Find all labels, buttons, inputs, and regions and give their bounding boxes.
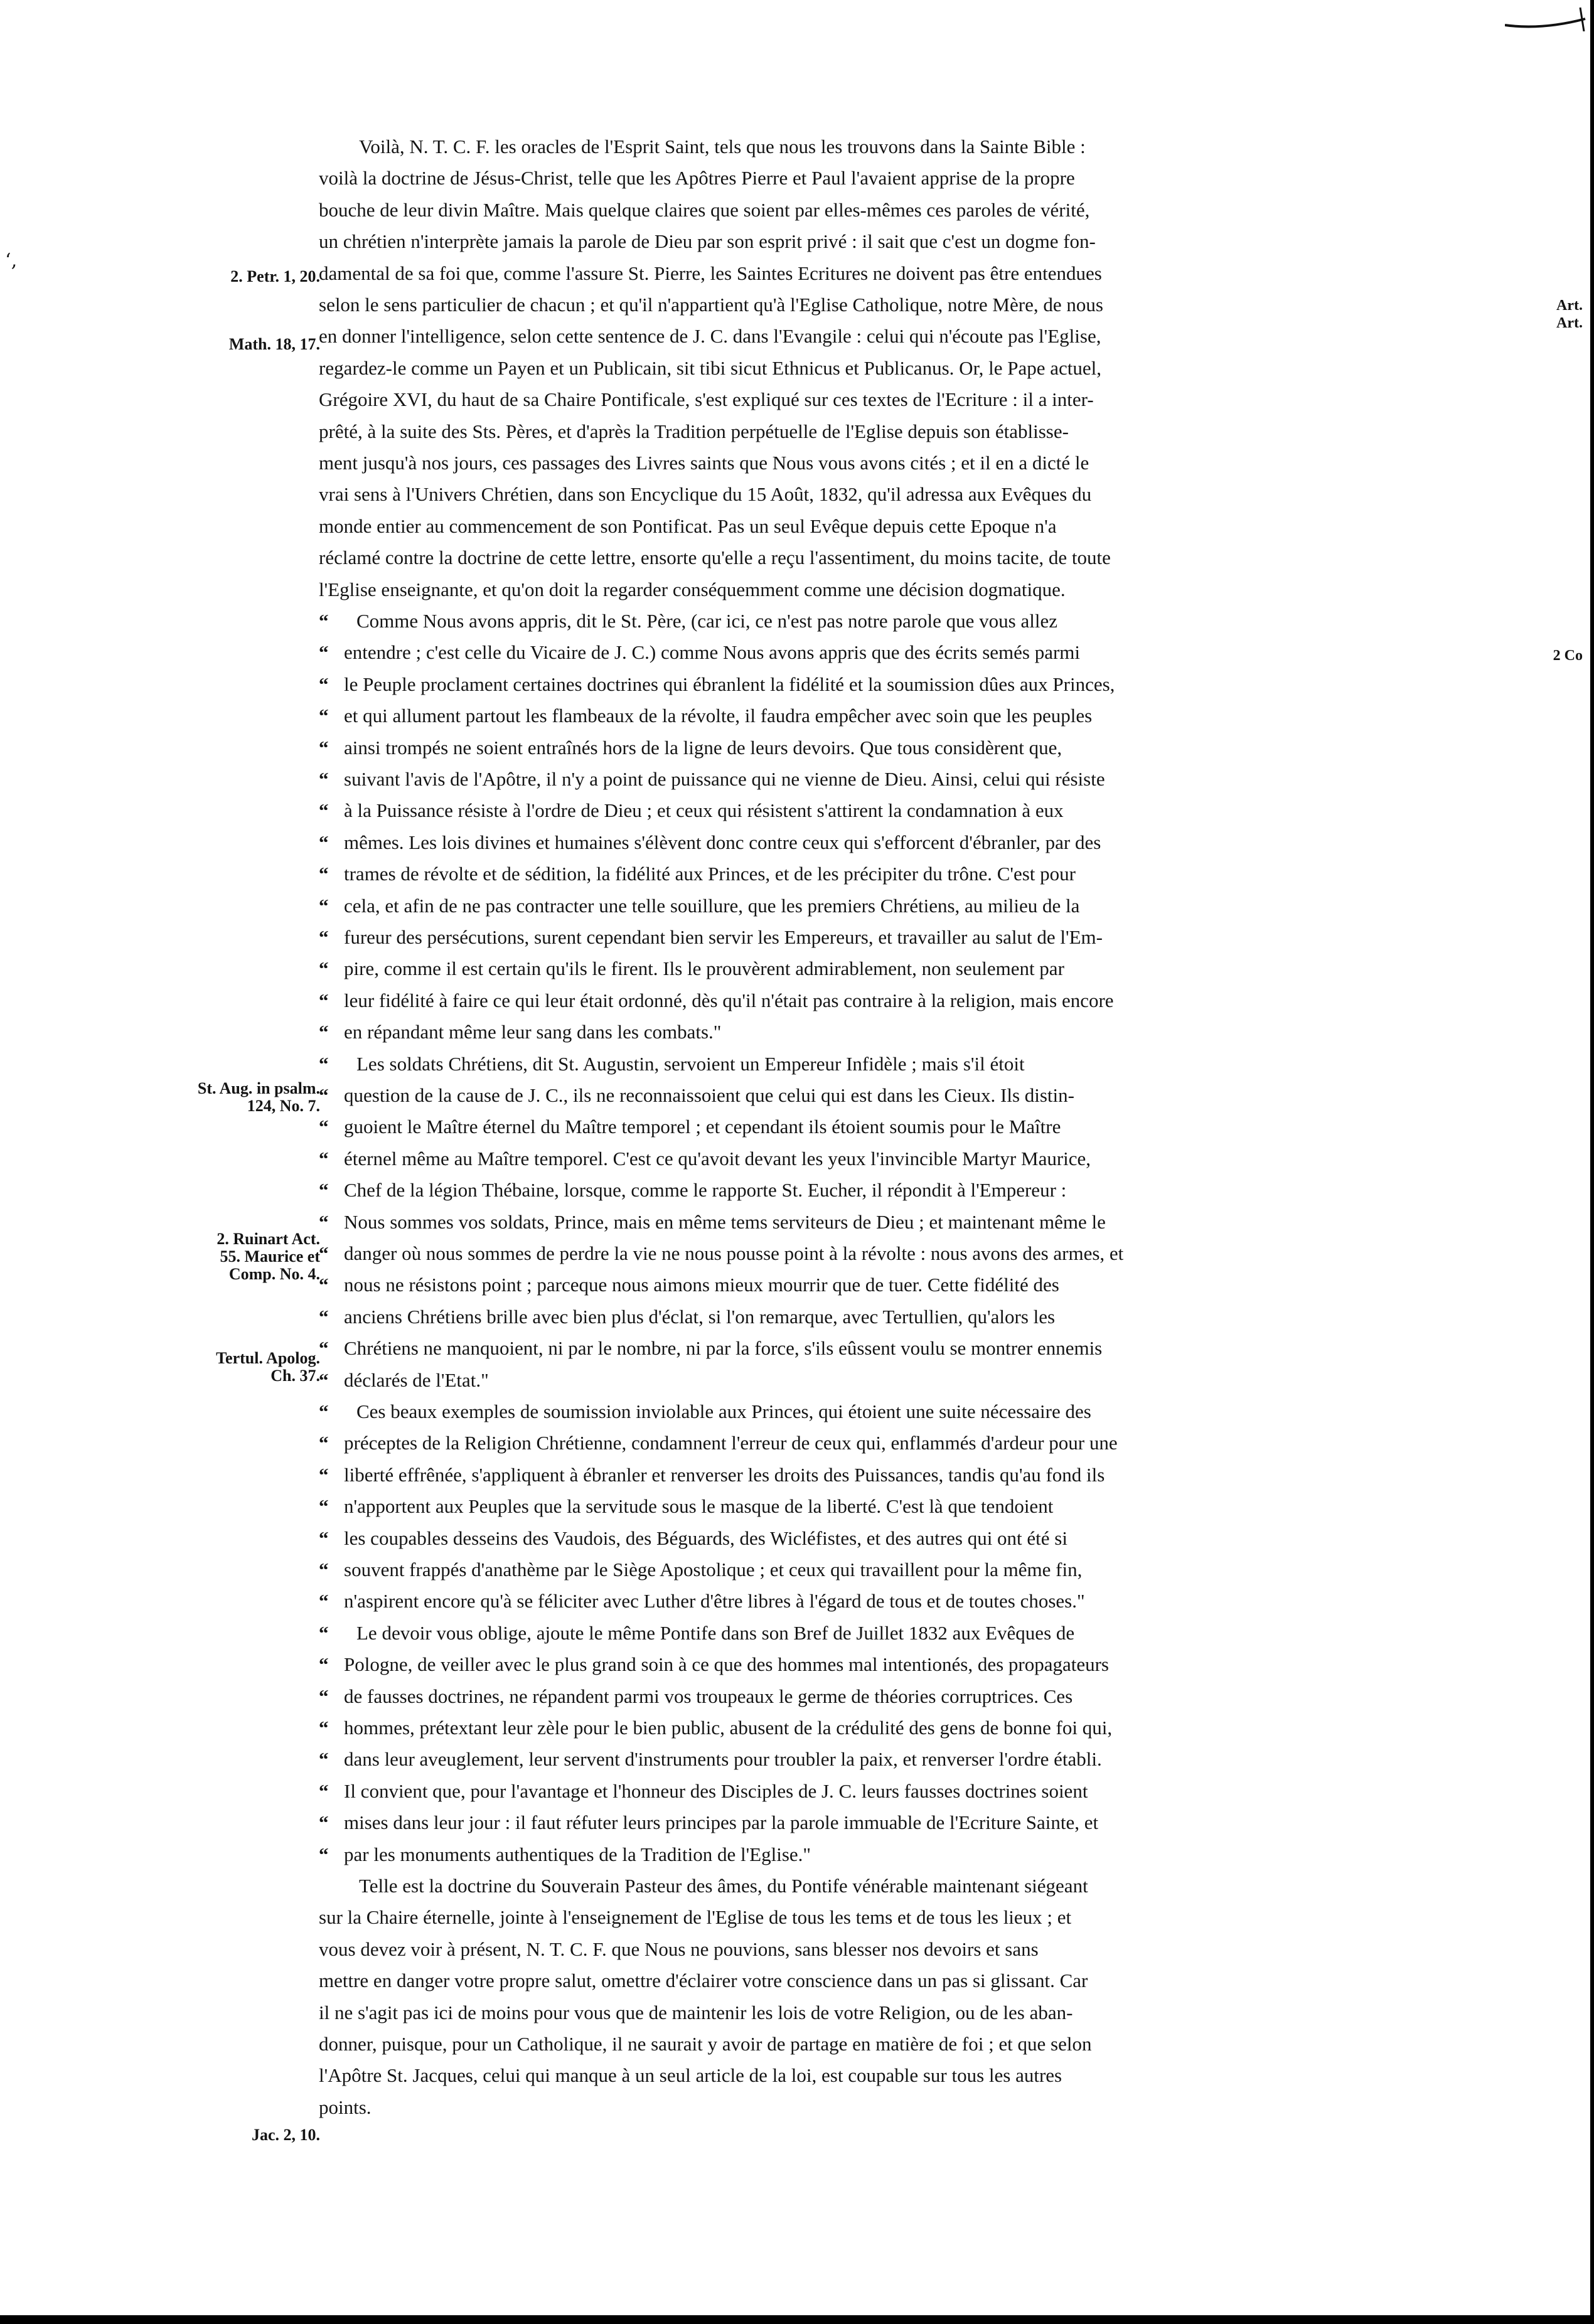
quote-mark: “ xyxy=(319,641,329,663)
quote-mark: “ xyxy=(319,1211,329,1233)
quote-mark: “ xyxy=(319,1590,329,1612)
line-text: l'Apôtre St. Jacques, celui qui manque à un seul article de la loi, est coupable sur tous les autres xyxy=(319,2064,1062,2086)
text-line xyxy=(319,228,1273,255)
quote-mark: “ xyxy=(319,1843,329,1865)
right-note-art-2: Art. xyxy=(1556,315,1583,331)
line-text: question de la cause de J. C., ils ne reconnaissoient que celui qui est dans les Cieux. Ils distin- xyxy=(344,1084,1074,1106)
line-text: éternel même au Maître temporel. C'est ce qu'avoit devant les yeux l'invincible Martyr Maurice, xyxy=(344,1148,1091,1170)
line-text: Grégoire XVI, du haut de sa Chaire Pontificale, s'est expliqué sur ces textes de l'Ecriture : il a inter- xyxy=(319,388,1094,410)
line-text: il ne s'agit pas ici de moins pour vous que de maintenir les lois de votre Religion, ou de les aban- xyxy=(319,2002,1073,2023)
text-line xyxy=(319,1714,1273,1742)
line-text: Comme Nous avons appris, dit le St. Père, (car ici, ce n'est pas notre parole que vous allez xyxy=(356,610,1057,632)
text-line xyxy=(319,1050,1273,1078)
text-line xyxy=(319,1651,1273,1678)
text-line xyxy=(319,829,1273,856)
line-text: mises dans leur jour : il faut réfuter leurs principes par la parole immuable de l'Ecriture Sainte, et xyxy=(344,1811,1099,1833)
scan-corner-mark xyxy=(1505,6,1586,31)
text-line xyxy=(319,987,1273,1015)
quote-mark: “ xyxy=(319,895,329,917)
line-text: Telle est la doctrine du Souverain Pasteur des âmes, du Pontife vénérable maintenant siégeant xyxy=(359,1875,1088,1897)
line-text: anciens Chrétiens brille avec bien plus d'éclat, si l'on remarque, avec Tertullien, qu'alors les xyxy=(344,1306,1056,1328)
line-text: déclarés de l'Etat." xyxy=(344,1369,489,1391)
quote-mark: “ xyxy=(319,1748,329,1770)
line-text: Chrétiens ne manquoient, ni par le nombre, ni par la force, s'ils eûssent voulu se montrer ennemis xyxy=(344,1337,1103,1359)
scan-bottom-edge xyxy=(0,2315,1594,2324)
line-text: mettre en danger votre propre salut, omettre d'éclairer votre conscience dans un pas si glissant. Car xyxy=(319,1970,1088,1991)
quote-mark: “ xyxy=(319,1053,329,1075)
quote-mark: “ xyxy=(319,863,329,885)
text-line xyxy=(319,1778,1273,1805)
text-line xyxy=(319,449,1273,477)
scan-speck: ‘‚ xyxy=(5,250,18,272)
line-text: bouche de leur divin Maître. Mais quelque claires que soient par elles-mêmes ces paroles de vérité, xyxy=(319,199,1090,221)
line-text: ment jusqu'à nos jours, ces passages des Livres saints que Nous vous avons cités ; et il en a dicté le xyxy=(319,452,1089,474)
line-text: n'aspirent encore qu'à se féliciter avec Luther d'être libres à l'égard de tous et de toutes choses." xyxy=(344,1590,1085,1612)
quote-mark: “ xyxy=(319,957,329,979)
line-text: l'Eglise enseignante, et qu'on doit la regarder conséquemment comme une décision dogmatique. xyxy=(319,578,1066,600)
text-line xyxy=(319,2094,1273,2121)
text-line xyxy=(319,1303,1273,1331)
text-line xyxy=(319,924,1273,951)
text-line xyxy=(319,322,1273,350)
text-line xyxy=(319,734,1273,762)
text-line xyxy=(319,1429,1273,1457)
quote-mark: “ xyxy=(319,1274,329,1296)
quote-mark: “ xyxy=(319,1527,329,1549)
text-line xyxy=(319,1113,1273,1141)
text-line xyxy=(319,1240,1273,1267)
text-line xyxy=(319,1841,1273,1868)
quote-mark: “ xyxy=(319,1084,329,1106)
line-text: regardez-le comme un Payen et un Publicain, sit tibi sicut Ethnicus et Publicanus. Or, le Pape actuel, xyxy=(319,357,1102,379)
line-text: sur la Chaire éternelle, jointe à l'enseignement de l'Eglise de tous les tems et de tous les lieux ; et xyxy=(319,1906,1072,1928)
line-text: hommes, prétextant leur zèle pour le bien public, abusent de la crédulité des gens de bonne foi qui, xyxy=(344,1717,1113,1739)
line-text: Nous sommes vos soldats, Prince, mais en même tems serviteurs de Dieu ; et maintenant même le xyxy=(344,1211,1106,1233)
text-line xyxy=(319,1082,1273,1109)
line-text: suivant l'avis de l'Apôtre, il n'y a point de puissance qui ne vienne de Dieu. Ainsi, celui qui résiste xyxy=(344,768,1105,790)
line-text: liberté effrênée, s'appliquent à ébranler et renverser les droits des Puissances, tandis qu'au fond ils xyxy=(344,1464,1105,1486)
text-line xyxy=(319,797,1273,824)
margin-note-ruinart-2: 55. Maurice et xyxy=(220,1247,320,1266)
text-line xyxy=(319,765,1273,793)
line-text: en répandant même leur sang dans les combats." xyxy=(344,1021,722,1043)
quote-mark: “ xyxy=(319,737,329,759)
text-line xyxy=(319,418,1273,445)
text-line xyxy=(319,1967,1273,1995)
margin-note-jac: Jac. 2, 10. xyxy=(251,2126,320,2144)
text-line xyxy=(319,671,1273,698)
quote-mark: “ xyxy=(319,705,329,727)
quote-mark: “ xyxy=(319,799,329,821)
text-line xyxy=(319,544,1273,572)
line-text: Il convient que, pour l'avantage et l'honneur des Disciples de J. C. leurs fausses doctrines soient xyxy=(344,1780,1088,1802)
line-text: leur fidélité à faire ce qui leur était ordonné, dès qu'il n'était pas contraire à la religion, mais encore xyxy=(344,989,1114,1011)
text-line xyxy=(319,1018,1273,1046)
text-line xyxy=(319,354,1273,382)
line-text: les coupables desseins des Vaudois, des Béguards, des Wicléfistes, et des autres qui ont été si xyxy=(344,1527,1067,1549)
quote-mark: “ xyxy=(319,1021,329,1043)
text-line xyxy=(319,955,1273,983)
text-line xyxy=(319,1904,1273,1931)
text-line xyxy=(319,1999,1273,2027)
text-line xyxy=(319,1619,1273,1647)
quote-mark: “ xyxy=(319,1653,329,1675)
text-line xyxy=(319,639,1273,666)
text-line xyxy=(319,260,1273,287)
line-text: réclamé contre la doctrine de cette lettre, ensorte qu'elle a reçu l'assentiment, du moins tacite, de toute xyxy=(319,546,1111,568)
text-line xyxy=(319,481,1273,508)
text-line xyxy=(319,1556,1273,1584)
text-line xyxy=(319,1525,1273,1552)
text-line xyxy=(319,291,1273,319)
quote-mark: “ xyxy=(319,1559,329,1580)
text-line xyxy=(319,1936,1273,1963)
quote-mark: “ xyxy=(319,1717,329,1739)
line-text: danger où nous sommes de perdre la vie ne nous pousse point à la révolte : nous avons des armes, et xyxy=(344,1242,1124,1264)
line-text: guoient le Maître éternel du Maître temporel ; et cependant ils étoient soumis pour le Maître xyxy=(344,1116,1061,1138)
line-text: pire, comme il est certain qu'ils le firent. Ils le prouvèrent admirablement, non seulement par xyxy=(344,957,1064,979)
text-line xyxy=(319,1493,1273,1520)
line-text: entendre ; c'est celle du Vicaire de J. C.) comme Nous avons appris que des écrits semés parmi xyxy=(344,641,1081,663)
right-note-art-1: Art. xyxy=(1556,297,1583,314)
text-line xyxy=(319,1145,1273,1173)
margin-note-ruinart-1: 2. Ruinart Act. xyxy=(217,1230,320,1248)
margin-note-tertul-1: Tertul. Apolog. xyxy=(216,1349,320,1367)
line-text: Voilà, N. T. C. F. les oracles de l'Esprit Saint, tels que nous les trouvons dans la Sainte Bible : xyxy=(359,136,1086,157)
text-line xyxy=(319,1872,1273,1900)
quote-mark: “ xyxy=(319,673,329,695)
quote-mark: “ xyxy=(319,926,329,948)
quote-mark: “ xyxy=(319,1622,329,1644)
text-line xyxy=(319,196,1273,224)
line-text: à la Puissance résiste à l'ordre de Dieu ; et ceux qui résistent s'attirent la condamnation à eux xyxy=(344,799,1064,821)
text-line xyxy=(319,576,1273,604)
quote-mark: “ xyxy=(319,831,329,853)
line-text: points. xyxy=(319,2096,372,2118)
margin-note-ruinart-3: Comp. No. 4. xyxy=(228,1265,320,1283)
line-text: n'apportent aux Peuples que la servitude sous le masque de la liberté. C'est là que tendoient xyxy=(344,1495,1054,1517)
text-line xyxy=(319,513,1273,540)
quote-mark: “ xyxy=(319,1495,329,1517)
margin-note-augustin-2: 124, No. 7. xyxy=(247,1097,320,1115)
margin-note-augustin-1: St. Aug. in psalm. xyxy=(197,1079,320,1097)
text-line xyxy=(319,1367,1273,1394)
quote-mark: “ xyxy=(319,1306,329,1328)
text-line xyxy=(319,164,1273,192)
margin-note-petr: 2. Petr. 1, 20. xyxy=(230,267,320,285)
quote-mark: “ xyxy=(319,1116,329,1138)
line-text: et qui allument partout les flambeaux de la révolte, il faudra empêcher avec soin que les peuples xyxy=(344,705,1093,727)
quote-mark: “ xyxy=(319,989,329,1011)
text-line xyxy=(319,1587,1273,1615)
line-text: trames de révolte et de sédition, la fidélité aux Princes, et de les précipiter du trône. C'est pour xyxy=(344,863,1076,885)
line-text: Pologne, de veiller avec le plus grand soin à ce que des hommes mal intentionés, des propagateurs xyxy=(344,1653,1109,1675)
line-text: Ces beaux exemples de soumission inviolable aux Princes, qui étoient une suite nécessaire des xyxy=(356,1400,1091,1422)
line-text: le Peuple proclament certaines doctrines qui ébranlent la fidélité et la soumission dûes aux Princes, xyxy=(344,673,1115,695)
line-text: souvent frappés d'anathème par le Siège Apostolique ; et ceux qui travaillent pour la même fin, xyxy=(344,1559,1083,1580)
text-line xyxy=(319,1398,1273,1426)
text-line xyxy=(319,607,1273,635)
line-text: Les soldats Chrétiens, dit St. Augustin, servoient un Empereur Infidèle ; mais s'il étoit xyxy=(356,1053,1025,1075)
line-text: fureur des persécutions, surent cependant bien servir les Empereurs, et travailler au salut de l'Em- xyxy=(344,926,1103,948)
text-line xyxy=(319,1271,1273,1299)
text-line xyxy=(319,2062,1273,2089)
line-text: monde entier au commencement de son Pontificat. Pas un seul Evêque depuis cette Epoque n'a xyxy=(319,515,1057,537)
quote-mark: “ xyxy=(319,1780,329,1802)
margin-note-math: Math. 18, 17. xyxy=(228,335,320,353)
line-text: dans leur aveuglement, leur servent d'instruments pour troubler la paix, et renverser l'ordre établi. xyxy=(344,1748,1102,1770)
text-line xyxy=(319,860,1273,888)
line-text: prêté, à la suite des Sts. Pères, et d'après la Tradition perpétuelle de l'Eglise depuis son établisse- xyxy=(319,420,1069,442)
line-text: vous devez voir à présent, N. T. C. F. que Nous ne pouvions, sans blesser nos devoirs et sans xyxy=(319,1938,1039,1960)
line-text: ainsi trompés ne soient entraînés hors de la ligne de leurs devoirs. Que tous considèrent que, xyxy=(344,737,1062,759)
text-line xyxy=(319,1746,1273,1773)
quote-mark: “ xyxy=(319,1148,329,1170)
quote-mark: “ xyxy=(319,1811,329,1833)
quote-mark: “ xyxy=(319,768,329,790)
quote-mark: “ xyxy=(319,1685,329,1707)
text-line xyxy=(319,1335,1273,1362)
line-text: damental de sa foi que, comme l'assure St. Pierre, les Saintes Ecritures ne doivent pas être entendues xyxy=(319,262,1102,284)
text-line xyxy=(319,1809,1273,1836)
margin-note-tertul-2: Ch. 37. xyxy=(270,1367,320,1385)
text-line xyxy=(319,702,1273,730)
quote-mark: “ xyxy=(319,1242,329,1264)
line-text: mêmes. Les lois divines et humaines s'élèvent donc contre ceux qui s'efforcent d'ébranler, par des xyxy=(344,831,1101,853)
line-text: selon le sens particulier de chacun ; et qu'il n'appartient qu'à l'Eglise Catholique, notre Mère, de nous xyxy=(319,294,1103,316)
text-line xyxy=(319,892,1273,920)
text-line xyxy=(319,1461,1273,1489)
text-line xyxy=(319,1683,1273,1710)
quote-mark: “ xyxy=(319,1369,329,1391)
line-text: Le devoir vous oblige, ajoute le même Pontife dans son Bref de Juillet 1832 aux Evêques de xyxy=(356,1622,1075,1644)
line-text: par les monuments authentiques de la Tradition de l'Eglise." xyxy=(344,1843,811,1865)
quote-mark: “ xyxy=(319,1432,329,1454)
line-text: nous ne résistons point ; parceque nous aimons mieux mourrir que de tuer. Cette fidélité des xyxy=(344,1274,1059,1296)
line-text: un chrétien n'interprète jamais la parole de Dieu par son esprit privé : il sait que c'est un dogme fon- xyxy=(319,230,1096,252)
text-line xyxy=(319,133,1273,161)
quote-mark: “ xyxy=(319,610,329,632)
line-text: préceptes de la Religion Chrétienne, condamnent l'erreur de ceux qui, enflammés d'ardeur pour une xyxy=(344,1432,1118,1454)
line-text: Chef de la légion Thébaine, lorsque, comme le rapporte St. Eucher, il répondit à l'Empereur : xyxy=(344,1179,1067,1201)
line-text: vrai sens à l'Univers Chrétien, dans son Encyclique du 15 Août, 1832, qu'il adressa aux Evêques du xyxy=(319,483,1092,505)
text-line xyxy=(319,386,1273,413)
quote-mark: “ xyxy=(319,1337,329,1359)
right-note-2co: 2 Co xyxy=(1553,648,1583,664)
line-text: de fausses doctrines, ne répandent parmi vos troupeaux le germe de théories corruptrices. Ces xyxy=(344,1685,1073,1707)
quote-mark: “ xyxy=(319,1179,329,1201)
scan-right-edge xyxy=(1590,0,1594,2324)
line-text: en donner l'intelligence, selon cette sentence de J. C. dans l'Evangile : celui qui n'écoute pas l'Eglise, xyxy=(319,325,1101,347)
line-text: donner, puisque, pour un Catholique, il ne saurait y avoir de partage en matière de foi ; et que selon xyxy=(319,2033,1092,2055)
line-text: cela, et afin de ne pas contracter une telle souillure, que les premiers Chrétiens, au milieu de la xyxy=(344,895,1080,917)
quote-mark: “ xyxy=(319,1400,329,1422)
text-line xyxy=(319,1176,1273,1204)
text-line xyxy=(319,1208,1273,1236)
text-line xyxy=(319,2030,1273,2058)
line-text: voilà la doctrine de Jésus-Christ, telle que les Apôtres Pierre et Paul l'avaient apprise de la propre xyxy=(319,167,1075,189)
quote-mark: “ xyxy=(319,1464,329,1486)
